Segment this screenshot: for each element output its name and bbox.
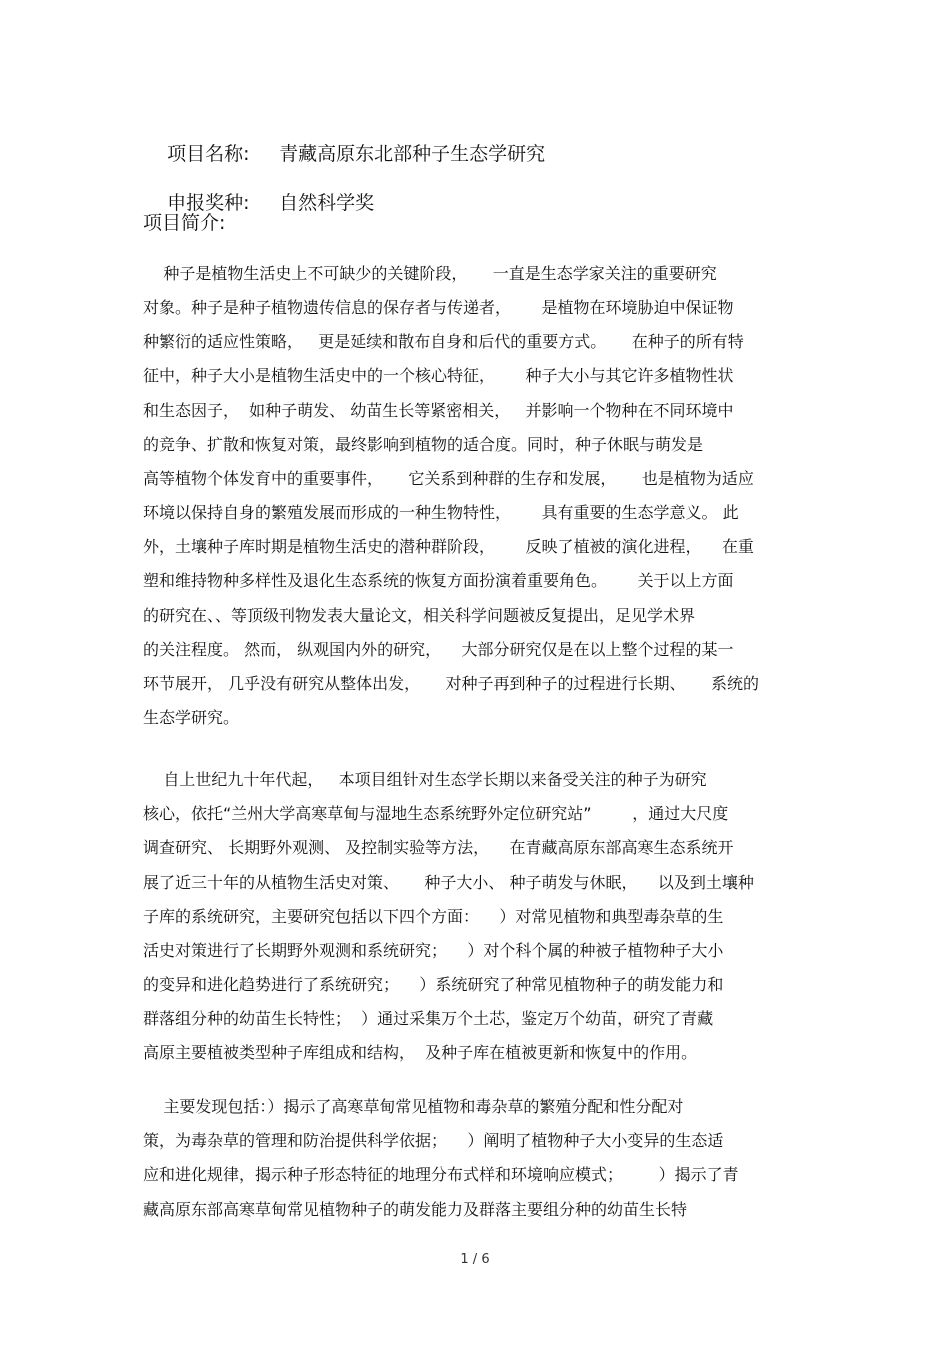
- paragraph-3-line: 藏高原东部高寒草甸常见植物种子的萌发能力及群落主要组分种的幼苗生长特: [143, 1199, 688, 1219]
- paragraph-1-line: 种繁衍的适应性策略， 更是延续和散布自身和后代的重要方式。 在种子的所有特: [143, 332, 744, 352]
- paragraph-1-line: 种子是植物生活史上不可缺少的关键阶段， 一直是生态学家关注的重要研究: [143, 264, 717, 283]
- paragraph-1-line: 对象。种子是种子植物遗传信息的保存者与传递者， 是植物在环境胁迫中保证物: [143, 298, 734, 318]
- paragraph-2-line: 展了近三十年的从植物生活史对策、 种子大小、 种子萌发与休眠， 以及到土壤种: [143, 872, 754, 892]
- paragraph-2-line: 自上世纪九十年代起， 本项目组针对生态学长期以来备受关注的种子为研究: [143, 770, 707, 789]
- paragraph-2-line: 高原主要植被类型种子库组成和结构， 及种子库在植被更新和恢复中的作用。: [143, 1043, 698, 1063]
- paragraph-1-line: 生态学研究。: [143, 708, 240, 727]
- paragraph-2-line: 子库的系统研究，主要研究包括以下四个方面： ）对常见植物和典型毒杂草的生: [143, 906, 724, 926]
- paragraph-2-line: 群落组分种的幼苗生长特性； ）通过采集万个土芯，鉴定万个幼苗，研究了青藏: [143, 1009, 714, 1028]
- paragraph-1-line: 的竞争、扩散和恢复对策，最终影响到植物的适合度。同时，种子休眠与萌发是: [143, 434, 704, 454]
- project-intro-label: 项目简介:: [143, 212, 226, 234]
- paragraph-3-line: 应和进化规律，揭示种子形态特征的地理分布式样和环境响应模式； ）揭示了青: [143, 1165, 739, 1185]
- paragraph-1-line: 环境以保持自身的繁殖发展而形成的一种生物特性， 具有重要的生态学意义。 此: [143, 503, 739, 522]
- paragraph-2-line: 的变异和进化趋势进行了系统研究； ）系统研究了种常见植物种子的萌发能力和: [143, 974, 724, 994]
- paragraph-1-line: 的研究在、、等顶级刊物发表大量论文，相关科学问题被反复提出，足见学术界: [143, 605, 696, 625]
- paragraph-2-line: 核心，依托“兰州大学高寒草甸与湿地生态系统野外定位研究站” ，通过大尺度: [143, 804, 729, 824]
- paragraph-1-line: 塑和维持物种多样性及退化生态系统的恢复方面扮演着重要角色。 关于以上方面: [143, 571, 734, 591]
- paragraph-1-line: 环节展开， 几乎没有研究从整体出发， 对种子再到种子的过程进行长期、 系统的: [143, 673, 759, 693]
- paragraph-1-line: 和生态因子， 如种子萌发、 幼苗生长等紧密相关， 并影响一个物种在不同环境中: [143, 400, 734, 420]
- project-name-value: 青藏高原东北部种子生态学研究: [279, 143, 546, 165]
- paragraph-1-line: 的关注程度。 然而， 纵观国内外的研究， 大部分研究仅是在以上整个过程的某一: [143, 639, 734, 659]
- paragraph-1-line: 征中，种子大小是植物生活史中的一个核心特征， 种子大小与其它许多植物性状: [143, 366, 734, 386]
- award-type-value: 自然科学奖: [279, 192, 375, 214]
- paragraph-3-line: 策，为毒杂草的管理和防治提供科学依据； ）阐明了植物种子大小变异的生态适: [143, 1131, 724, 1151]
- paragraph-2-line: 活史对策进行了长期野外观测和系统研究； ）对个科个属的种被子植物种子大小: [143, 940, 724, 960]
- page-number: 1 / 6: [460, 1252, 490, 1267]
- award-type-label: 申报奖种:: [167, 192, 250, 214]
- paragraph-1-line: 高等植物个体发育中的重要事件， 它关系到种群的生存和发展， 也是植物为适应: [143, 468, 754, 488]
- project-name-label: 项目名称:: [167, 143, 250, 165]
- paragraph-2-line: 调查研究、 长期野外观测、 及控制实验等方法， 在青藏高原东部高寒生态系统开: [143, 838, 734, 858]
- paragraph-1-line: 外，土壤种子库时期是植物生活史的潜种群阶段， 反映了植被的演化进程， 在重: [143, 537, 754, 557]
- paragraph-3-line: 主要发现包括：）揭示了高寒草甸常见植物和毒杂草的繁殖分配和性分配对: [143, 1097, 684, 1116]
